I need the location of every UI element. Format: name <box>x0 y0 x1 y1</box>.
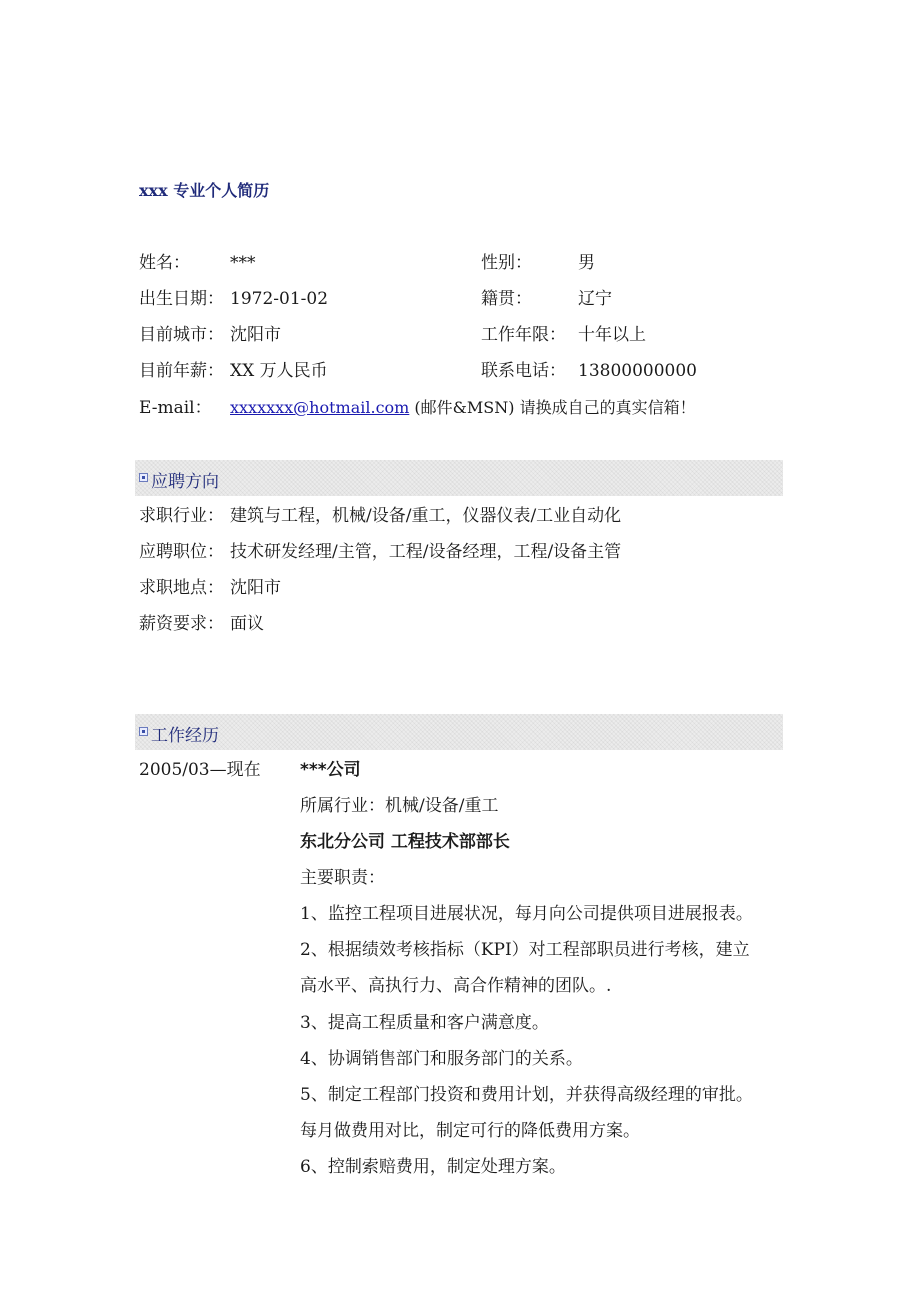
salary-req-value: 面议 <box>230 614 264 634</box>
job-title: 东北分公司 工程技术部部长 <box>300 832 510 852</box>
salary-label: 目前年薪： <box>139 361 224 381</box>
duty-item: 2、根据绩效考核指标（KPI）对工程部职员进行考核，建立 <box>300 940 750 960</box>
industry-label: 求职行业： <box>139 506 224 526</box>
phone-value: 13800000000 <box>578 361 697 381</box>
duty-item: 3、提高工程质量和客户满意度。 <box>300 1013 549 1033</box>
resume-title: xxx 专业个人简历 <box>139 181 270 200</box>
city-label: 目前城市： <box>139 325 224 345</box>
job-target-heading: 应聘方向 <box>151 472 219 492</box>
location-label: 求职地点： <box>139 578 224 598</box>
duty-item: 6、控制索赔费用，制定处理方案。 <box>300 1157 566 1177</box>
years-label: 工作年限： <box>481 325 566 345</box>
position-value: 技术研发经理/主管，工程/设备经理，工程/设备主管 <box>230 542 622 562</box>
email-link[interactable]: xxxxxxx@hotmail.com <box>230 398 410 417</box>
experience-header <box>135 714 783 750</box>
salary-value: XX 万人民币 <box>230 361 328 381</box>
duty-item: 5、制定工程部门投资和费用计划，并获得高级经理的审批。 <box>300 1085 753 1105</box>
job-target-header <box>135 460 783 496</box>
section-icon <box>139 473 148 482</box>
company-industry: 所属行业：机械/设备/重工 <box>300 796 499 816</box>
location-value: 沈阳市 <box>230 578 281 598</box>
origin-label: 籍贯： <box>481 289 532 309</box>
email-note: (邮件&MSN) 请换成自己的真实信箱！ <box>409 398 696 417</box>
origin-value: 辽宁 <box>578 289 612 309</box>
city-value: 沈阳市 <box>230 325 281 345</box>
position-label: 应聘职位： <box>139 542 224 562</box>
duty-item-continued: 每月做费用对比，制定可行的降低费用方案。 <box>300 1121 640 1141</box>
gender-value: 男 <box>578 253 595 273</box>
duty-item: 4、协调销售部门和服务部门的关系。 <box>300 1049 583 1069</box>
experience-period: 2005/03—现在 <box>139 760 261 780</box>
experience-heading: 工作经历 <box>151 726 219 746</box>
section-icon <box>139 727 148 736</box>
name-value: *** <box>230 253 256 273</box>
duties-label: 主要职责： <box>300 868 385 888</box>
name-label: 姓名： <box>139 253 190 273</box>
email-label: E-mail： <box>139 398 212 418</box>
salary-req-label: 薪资要求： <box>139 614 224 634</box>
company-name: ***公司 <box>300 760 361 780</box>
years-value: 十年以上 <box>578 325 646 345</box>
birth-value: 1972-01-02 <box>230 289 329 309</box>
industry-value: 建筑与工程，机械/设备/重工，仪器仪表/工业自动化 <box>230 506 622 526</box>
gender-label: 性别： <box>481 253 532 273</box>
duty-item-continued: 高水平、高执行力、高合作精神的团队。. <box>300 976 612 996</box>
birth-label: 出生日期： <box>139 289 224 309</box>
phone-label: 联系电话： <box>481 361 566 381</box>
duty-item: 1、监控工程项目进展状况，每月向公司提供项目进展报表。 <box>300 904 753 924</box>
